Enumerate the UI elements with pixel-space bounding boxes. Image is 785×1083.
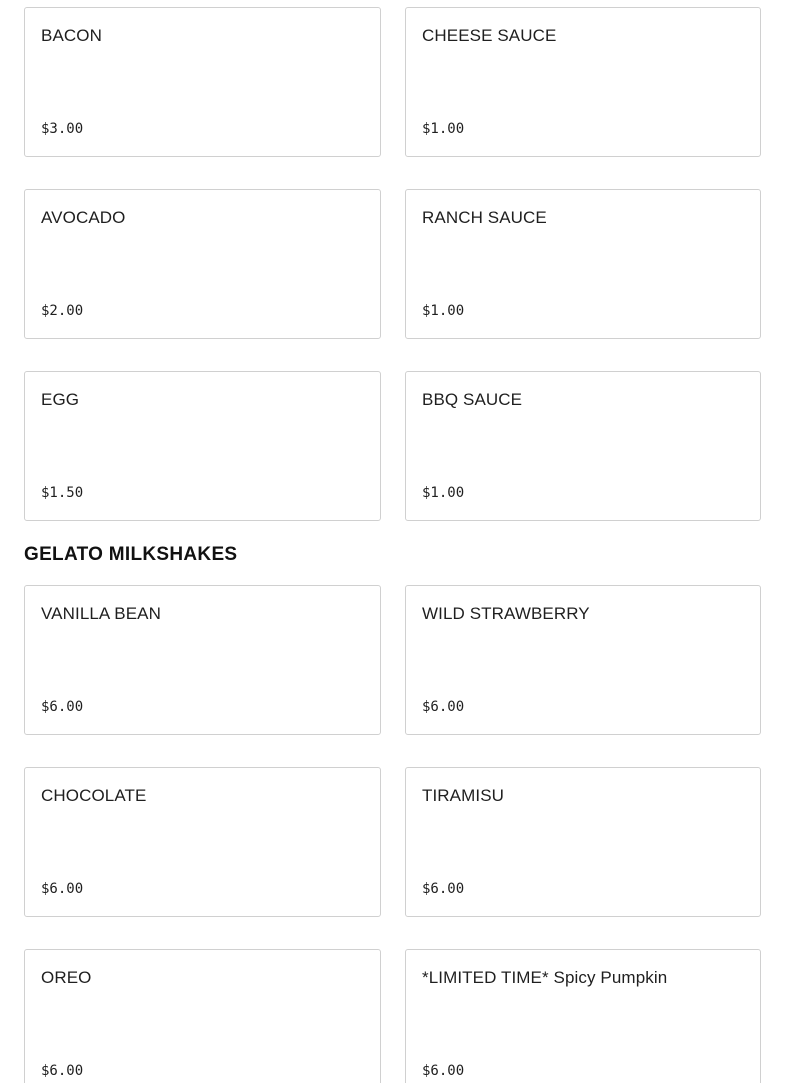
menu-item-card[interactable]: [24, 189, 381, 339]
menu-item-name: AVOCADO: [41, 208, 126, 227]
menu-item-name: CHOCOLATE: [41, 786, 147, 805]
menu-item-price: $6.00: [41, 1063, 84, 1079]
menu-item-price: $1.00: [422, 121, 465, 137]
menu-item-card[interactable]: [405, 767, 761, 917]
menu-item-card[interactable]: [24, 767, 381, 917]
menu-item-price: $6.00: [41, 881, 84, 897]
menu-item-card[interactable]: [405, 949, 761, 1083]
menu-item-price: $6.00: [41, 699, 84, 715]
menu-item-card[interactable]: [405, 585, 761, 735]
menu-item-card[interactable]: [24, 585, 381, 735]
addons-grid: [24, 7, 761, 521]
menu-item-card[interactable]: [24, 7, 381, 157]
menu-item-name: VANILLA BEAN: [41, 604, 161, 623]
menu-item-name: OREO: [41, 968, 92, 987]
menu-item-name: WILD STRAWBERRY: [422, 604, 590, 623]
menu-item-name: *LIMITED TIME* Spicy Pumpkin: [422, 968, 668, 987]
section-title-gelato-milkshakes: GELATO MILKSHAKES: [24, 544, 238, 565]
menu-item-name: RANCH SAUCE: [422, 208, 547, 227]
menu-item-name: CHEESE SAUCE: [422, 26, 557, 45]
menu-item-card[interactable]: [405, 371, 761, 521]
milkshakes-grid: [24, 585, 761, 1083]
menu-item-price: $6.00: [422, 881, 465, 897]
menu-item-price: $6.00: [422, 699, 465, 715]
menu-item-card[interactable]: [24, 371, 381, 521]
menu-item-price: $1.00: [422, 303, 465, 319]
menu-item-price: $1.50: [41, 485, 84, 501]
menu-item-name: BACON: [41, 26, 102, 45]
menu-item-card[interactable]: [405, 189, 761, 339]
menu-item-name: TIRAMISU: [422, 786, 505, 805]
menu-item-name: EGG: [41, 390, 80, 409]
menu-item-price: $1.00: [422, 485, 465, 501]
menu-item-card[interactable]: [405, 7, 761, 157]
menu-item-price: $3.00: [41, 121, 84, 137]
menu-item-price: $6.00: [422, 1063, 465, 1079]
menu-item-name: BBQ SAUCE: [422, 390, 523, 409]
menu-item-price: $2.00: [41, 303, 84, 319]
menu-item-card[interactable]: [24, 949, 381, 1083]
